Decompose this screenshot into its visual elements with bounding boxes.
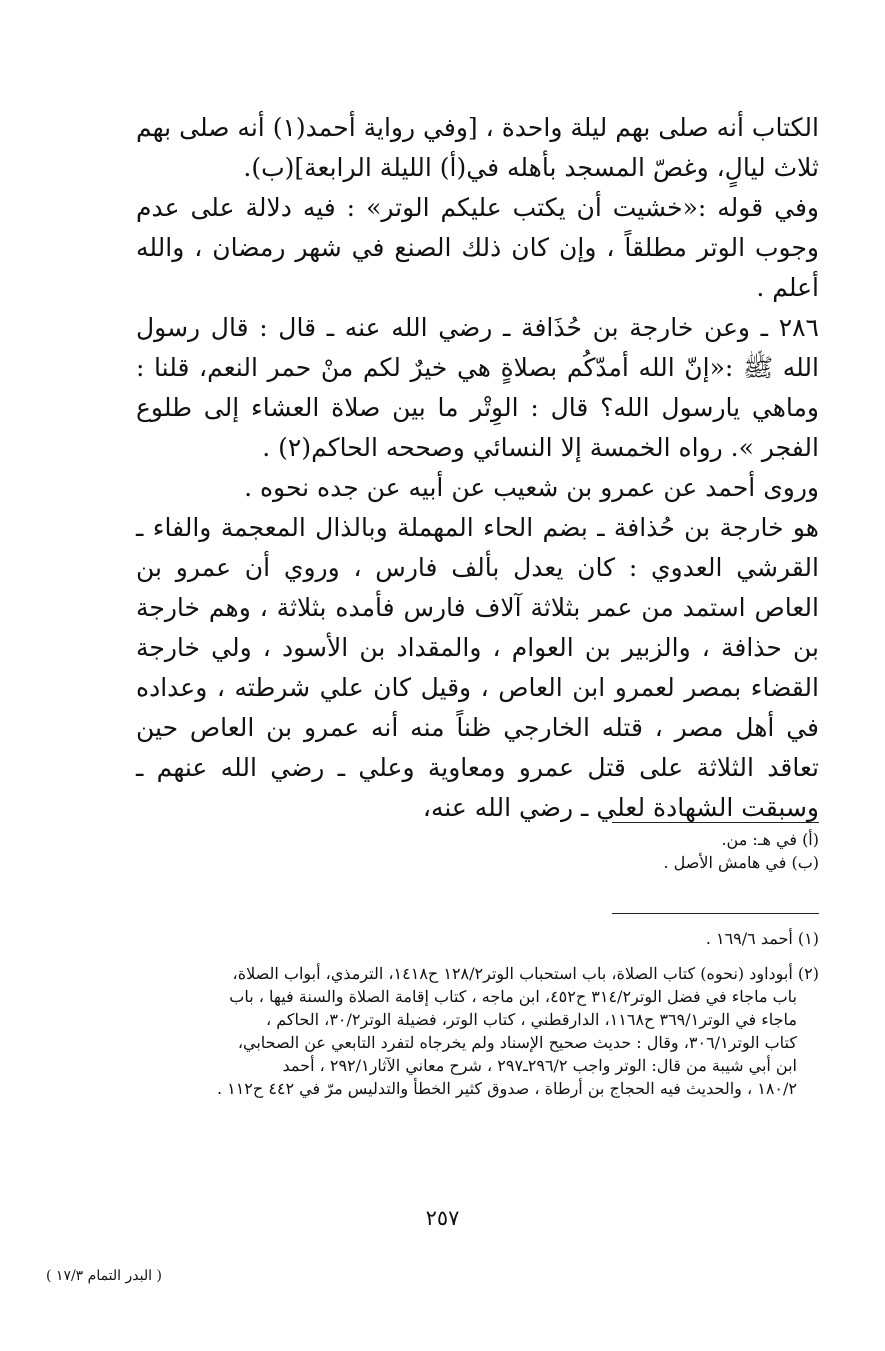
- source-notes: [136, 927, 819, 1100]
- main-text: [136, 108, 819, 828]
- variant-notes-divider: [612, 822, 819, 823]
- source-note: (٢) أبوداود (نحوه) كتاب الصلاة، باب استحباب الوتر١٢٨/٢ ح١٤١٨، الترمذي، أبواب الصلاة،: [232, 964, 819, 983]
- main-paragraph: الكتاب أنه صلى بهم ليلة واحدة ، [وفي رواية أحمد(١) أنه صلى بهم ثلاث ليالٍ، وغصّ المسجد بأهله في(أ) الليلة الرابعة](ب).: [136, 113, 819, 182]
- source-note-line: ماجاء في الوتر٣٦٩/١ ح١١٦٨، الدارقطني ، كتاب الوتر، فضيلة الوتر٣٠/٢، الحاكم ،: [266, 1010, 797, 1029]
- source-note-line: ١٨٠/٢ ، والحديث فيه الحجاج بن أرطاة ، صدوق كثير الخطأ والتدليس مرّ في ٤٤٢ ح١١٢ .: [216, 1079, 797, 1098]
- variant-notes: [136, 828, 819, 874]
- source-note-line: كتاب الوتر٣٠٦/١، وقال : حديث صحيح الإسناد ولم يخرجاه لتفرد التابعي عن الصحابي،: [237, 1033, 797, 1052]
- source-note-line: ابن أبي شيبة من قال: الوتر واجب ٢٩٦/٢ـ٢٩٧ ، شرح معاني الآثار٢٩٢/١ ، أحمد: [282, 1056, 797, 1075]
- main-paragraph: وروى أحمد عن عمرو بن شعيب عن أبيه عن جده نحوه .: [244, 473, 819, 502]
- source-note: (١) أحمد ١٦٩/٦ .: [705, 929, 819, 948]
- main-paragraph: هو خارجة بن حُذافة ـ بضم الحاء المهملة وبالذال المعجمة والفاء ـ القرشي العدوي : كان يعدل بألف فارس ، وروي أن عمرو بن العاص استمد من عمر بثلاثة آلاف فارس فأمده بثلاثة ، وهم خارجة بن حذافة ، والزبير بن العوام ، والمقداد بن الأسود ، ولي خارجة القضاء بمصر لعمرو ابن العاص ، وقيل كان علي شرطته ، وعداده في أهل مصر ، قتله الخارجي ظناً منه أنه عمرو بن العاص حين تعاقد الثلاثة على قتل عمرو ومعاوية وعلي ـ رضي الله عنهم ـ وسبقت الشهادة لعلي ـ رضي الله عنه،: [136, 513, 819, 822]
- variant-note: (ب) في هامش الأصل .: [663, 853, 819, 872]
- main-paragraph: وفي قوله :«خشيت أن يكتب عليكم الوتر» : فيه دلالة على عدم وجوب الوتر مطلقاً ، وإن كان ذلك الصنع في شهر رمضان ، والله أعلم .: [136, 193, 819, 302]
- main-paragraph: ٢٨٦ ـ وعن خارجة بن حُذَافة ـ رضي الله عنه ـ قال : قال رسول الله ﷺ :«إنّ الله أمدّكُم بصلاةٍ هي خيرٌ لكم منْ حمر النعم، قلنا : وماهي يارسول الله؟ قال : الوِتْر ما بين صلاة العشاء إلى طلوع الفجر ». رواه الخمسة إلا النسائي وصححه الحاكم(٢) .: [136, 313, 819, 462]
- source-note-line: باب ماجاء في فضل الوتر٣١٤/٢ ح٤٥٢، ابن ماجه ، كتاب إقامة الصلاة والسنة فيها ، باب: [229, 987, 797, 1006]
- source-notes-divider: [612, 913, 819, 914]
- page-number: ٢٥٧: [425, 1206, 460, 1230]
- variant-note: (أ) في هـ: من.: [721, 830, 819, 849]
- volume-signature: ( البدر التمام ١٧/٣ ): [46, 1268, 162, 1284]
